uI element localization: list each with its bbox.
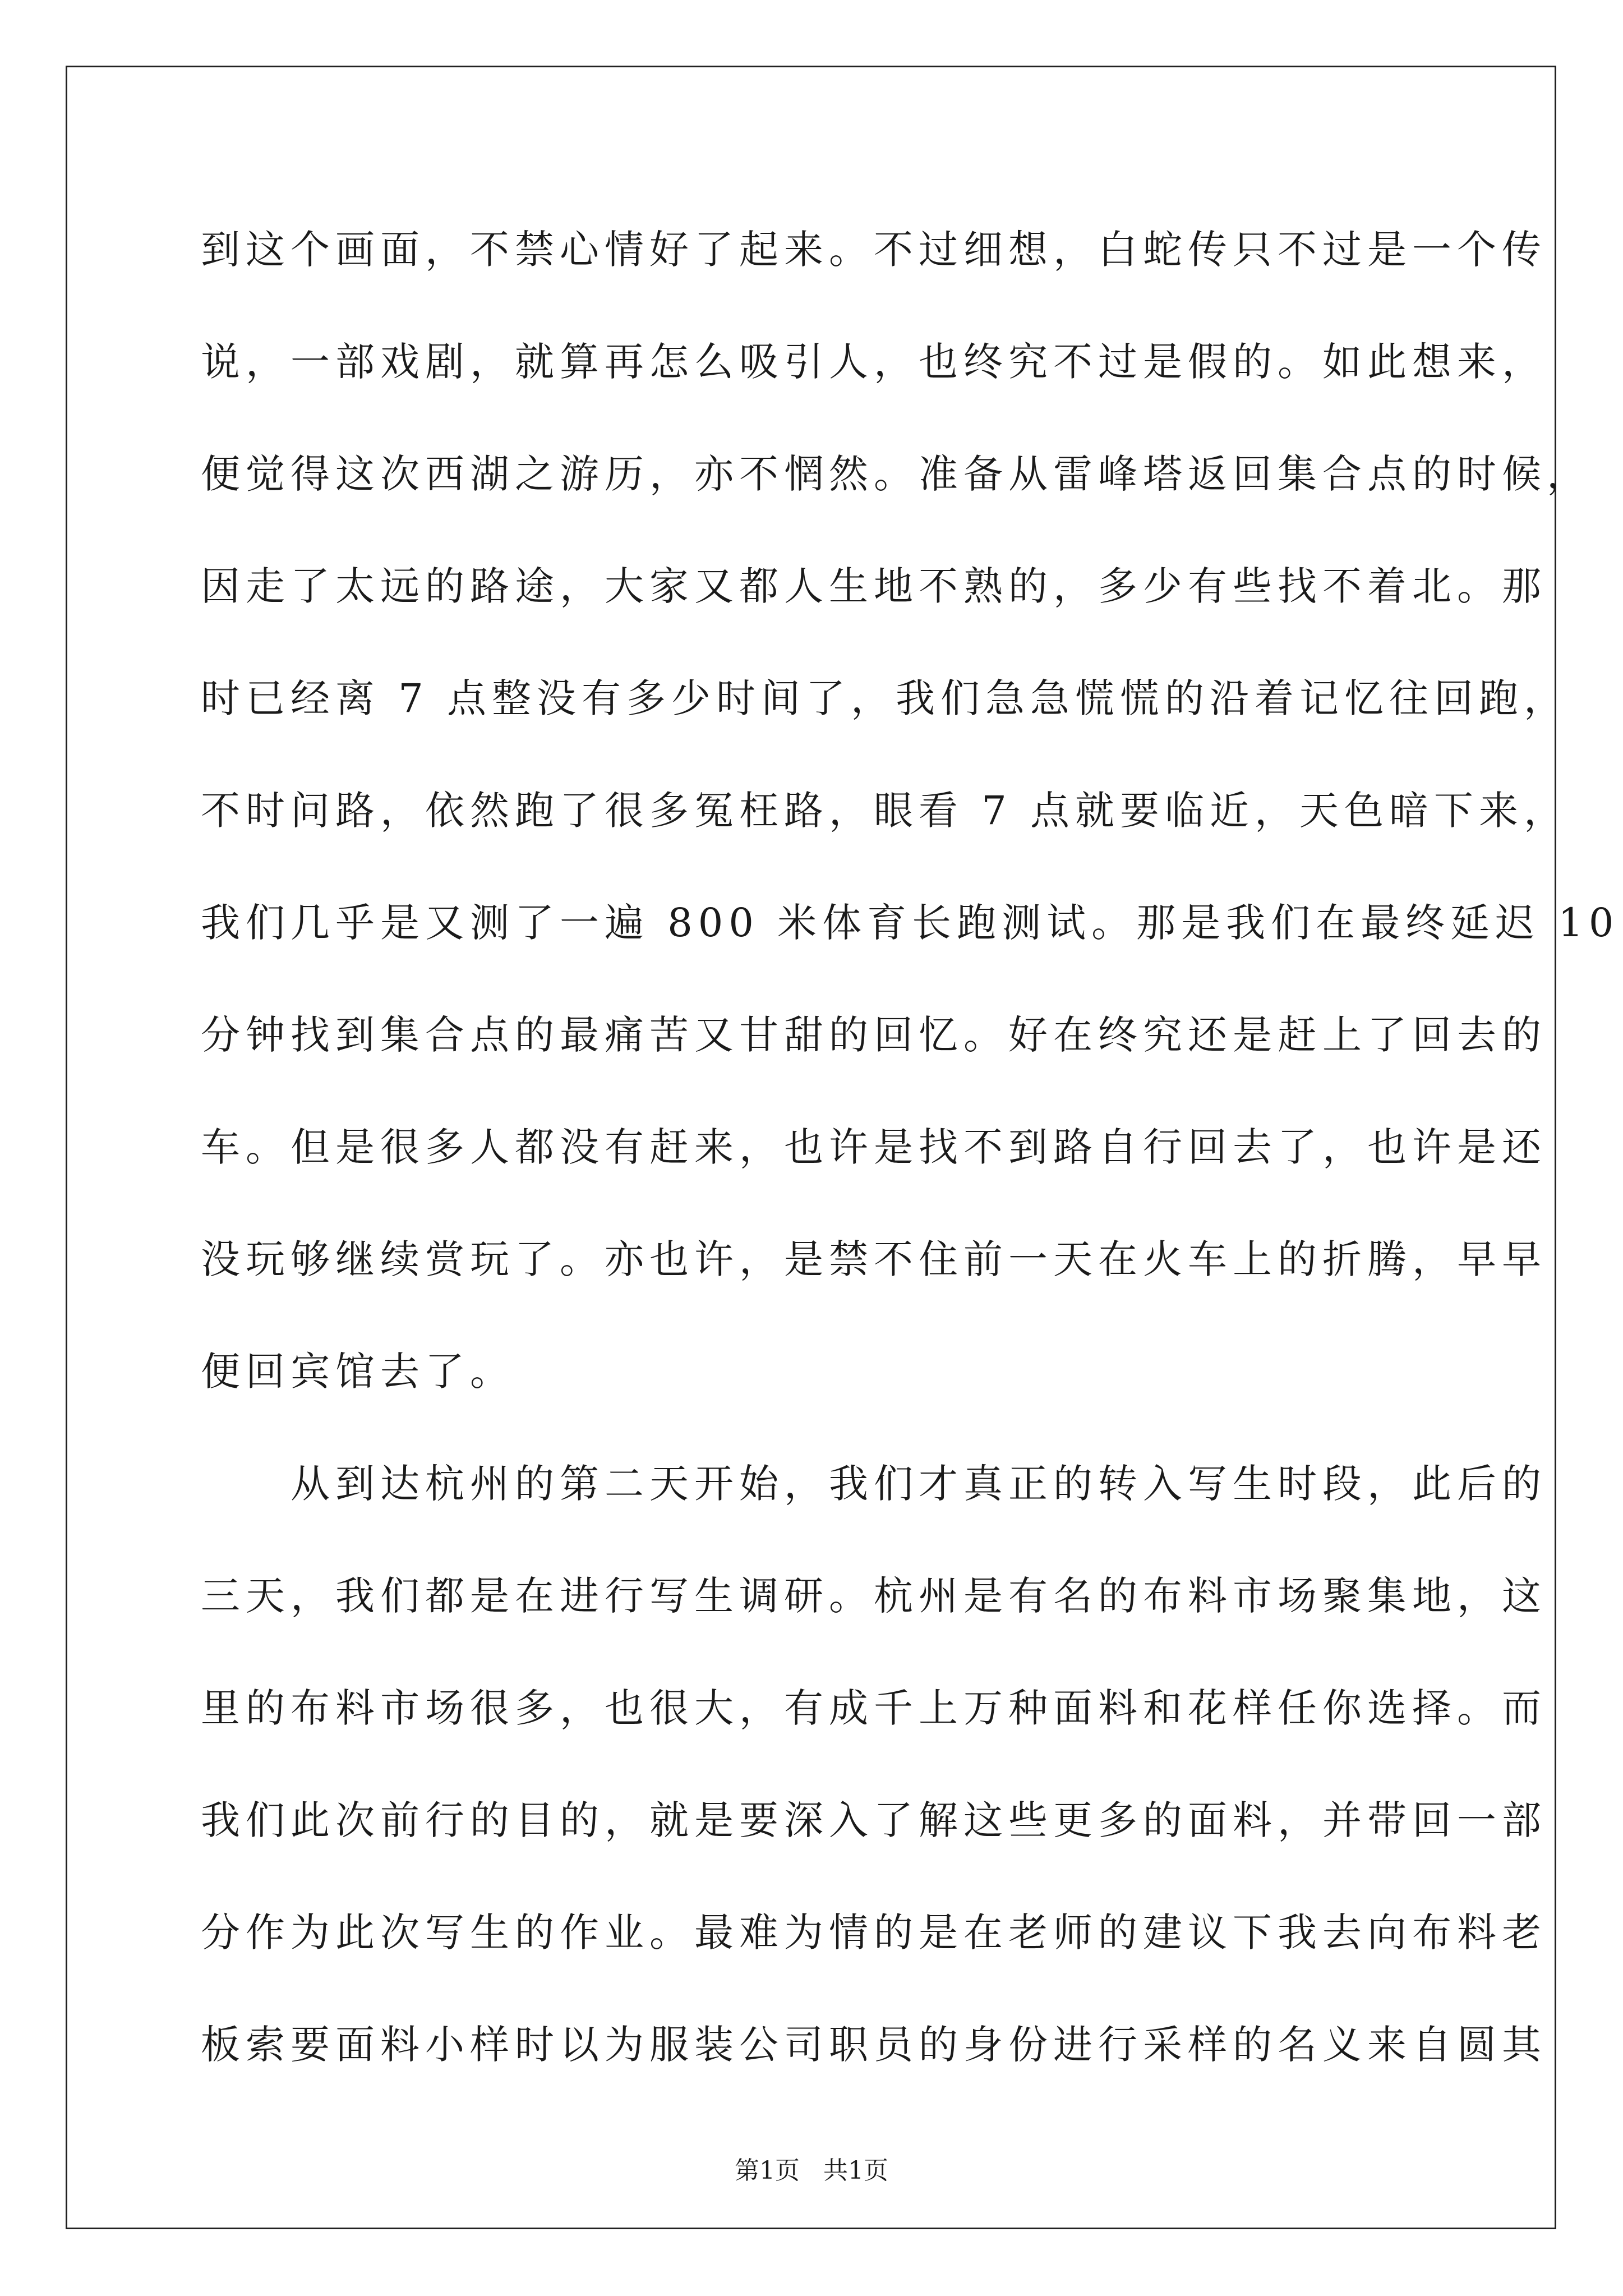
document-body — [201, 210, 1620, 2118]
text-line: 里的布料市场很多，也很大，有成千上万种面料和花样任你选择。而 — [201, 1685, 1547, 1731]
text-line: 不时问路，依然跑了很多冤枉路，眼看 7 点就要临近，天色暗下来， — [201, 788, 1569, 834]
page-number: 第1页 — [735, 2156, 800, 2185]
text-line: 分钟找到集合点的最痛苦又甘甜的回忆。好在终究还是赶上了回去的 — [201, 1012, 1547, 1058]
text-line: 便回宾馆去了。 — [201, 1349, 515, 1395]
text-line: 便觉得这次西湖之游历，亦不惘然。准备从雷峰塔返回集合点的时候， — [201, 451, 1592, 497]
page-footer — [0, 2154, 1623, 2188]
text-line: 时已经离 7 点整没有多少时间了，我们急急慌慌的沿着记忆往回跑， — [201, 675, 1569, 721]
text-line: 到这个画面，不禁心情好了起来。不过细想，白蛇传只不过是一个传 — [201, 227, 1547, 273]
text-line: 板索要面料小样时以为服装公司职员的身份进行采样的名义来自圆其 — [201, 2022, 1547, 2068]
text-line: 从到达杭州的第二天开始，我们才真正的转入写生时段，此后的 — [201, 1461, 1547, 1507]
text-line: 说，一部戏剧，就算再怎么吸引人，也终究不过是假的。如此想来， — [201, 339, 1547, 385]
page-total: 共1页 — [823, 2156, 888, 2185]
text-line: 没玩够继续赏玩了。亦也许，是禁不住前一天在火车上的折腾，早早 — [201, 1236, 1547, 1282]
text-line: 因走了太远的路途，大家又都人生地不熟的，多少有些找不着北。那 — [201, 563, 1547, 609]
text-line: 车。但是很多人都没有赶来，也许是找不到路自行回去了，也许是还 — [201, 1124, 1547, 1170]
text-line: 三天，我们都是在进行写生调研。杭州是有名的布料市场聚集地，这 — [201, 1573, 1547, 1619]
text-line: 我们此次前行的目的，就是要深入了解这些更多的面料，并带回一部 — [201, 1797, 1547, 1843]
text-line: 我们几乎是又测了一遍 800 米体育长跑测试。那是我们在最终延迟 10 — [201, 900, 1620, 946]
text-line: 分作为此次写生的作业。最难为情的是在老师的建议下我去向布料老 — [201, 1910, 1547, 1955]
